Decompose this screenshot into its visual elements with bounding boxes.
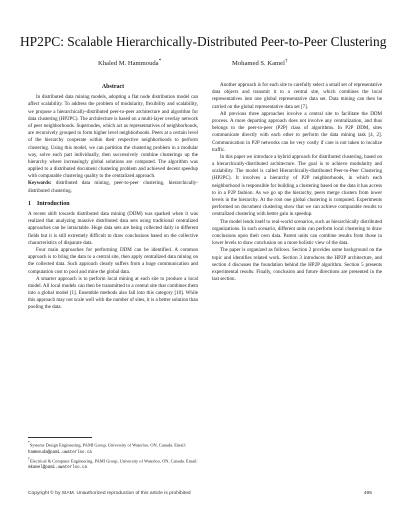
footnote-2	[28, 456, 198, 472]
keywords	[28, 180, 198, 194]
author-2-name: Mohamed S. Kamel	[232, 60, 285, 68]
author-1-name: Khaled M. Hammouda	[98, 60, 159, 68]
footnote-2-text: Electrical & Computer Engineering, PAMI Group, University of Waterloo, ON, Canada. Email:	[29, 458, 198, 464]
footnote-1-text: Systems Design Engineering, PAMI Group, University of Waterloo, ON, Canada. Email:	[29, 442, 186, 448]
footnote-2-mark: †	[28, 456, 30, 461]
intro-paragraph-6: In this paper we introduce a hybrid approach for distributed clustering, based on a hierarchically-distributed architecture. The goal is to achieve modularity and scalability. The model is called Hierarchically-distributed Peer-to-Peer Clustering (HP2PC). It involves a hierarchy of P2P neighborhoods, in which each neighborhood is responsible for building a clustering based on the data it has access to in a P2P fashion. As we go up the hierarchy, peers merge clusters from lower levels in the hierarchy. At the root one global clustering is computed. Experiments performed on document clustering show that we can achieve comparable results to centralized clustering with better gain in speedup.	[212, 153, 382, 218]
abstract-text: In distributed data mining models, adopting a flat node distribution model can affect scalability. To address the problem of modularity, flexibility and scalability, we propose a hierarchically-distributed peer-to-peer architecture and algorithm for data clustering (HP2PC). The architecture is based on a multi-layer overlay network of peer neighborhoods. Supernodes, which act as representatives of neighborhoods, are recursively grouped to form higher level neighborhoods. Peers at a certain level of the hierarchy cooperate within their respective neighborhoods to perform clustering. Using this model, we can partition the clustering problem in a modular way, solve each part individually, then successively combine clusterings up the hierarchy where increasingly global solutions are computed. The algorithm was applied to a distributed document clustering problem and achieved decent speedup with comparable clustering quality to the centralized approach.	[28, 94, 198, 180]
paper-title: HP2PC: Scalable Hierarchically-Distributed Peer-to-Peer Clustering	[20, 34, 387, 49]
section-title: Introduction	[37, 200, 70, 207]
footnote-1-email: hammouda@pami.uwaterloo.ca	[28, 450, 92, 455]
keywords-label: Keywords:	[28, 180, 52, 187]
intro-paragraph-7: The model lends itself to real-world scenarios, such as hierarchically distributed organizations. In such scenario, different units can perform local clustering to draw conclusions upon their own data. Parent units can combine results from those in lower levels to draw conclusion on a more holistic view of the data.	[212, 218, 382, 247]
intro-paragraph-5: All previous three approaches involve a central site to facilitate the DDM process. A more departing approach does not involve any centralization, and thus belongs to the peer-to-peer (P2P) class of algorithms. In P2P DDM, sites communicate directly with each other to perform the data mining task [4, 2]. Communication in P2P networks can be very costly if care is not taken to localize traffic.	[212, 110, 382, 153]
author-1	[98, 58, 161, 67]
author-2-mark: †	[284, 58, 288, 64]
author-2	[232, 58, 288, 67]
author-block	[0, 58, 400, 70]
footnote-rule	[28, 437, 92, 438]
footnotes	[28, 437, 198, 471]
right-column	[212, 82, 382, 283]
abstract-heading: Abstract	[101, 84, 125, 90]
intro-paragraph-4: Another approach is for each site to carefully select a small set of representative data objects and transmit it to a central site, which combines the local representatives into one global representative data set. Data mining can then be carried on the global representative data set [7].	[212, 82, 382, 110]
copyright-notice: Copyright © by SIAM. Unauthorized reproduction of this article is prohibited	[28, 491, 191, 496]
section-heading	[28, 201, 198, 208]
intro-paragraph-2: Four main approaches for performing DDM can be identified. A common approach is to bring the data to a central site, then apply centralized data mining on the collected data. Such approach clearly suffers from a huge communication and computation cost to pool and mine the global data.	[28, 246, 198, 275]
footnote-1	[28, 440, 198, 456]
intro-paragraph-8: The paper is organized as follows. Section 2 provides some background on the topic and identifies related work. Section 3 introduces the HP2P architecture, and section 4 discusses the foundation behind the HP2P algorithm. Section 5 presents experimental results. Finally, conclusion and future directions are presented in the last section.	[212, 247, 382, 283]
footnote-2-email: mkamel@pami.uwaterloo.ca	[28, 466, 87, 471]
keywords-text: distributed data mining, peer-to-peer clustering, hierarchically-distributed clustering.	[28, 180, 198, 194]
footnote-1-mark: *	[28, 441, 30, 445]
left-column	[28, 84, 198, 312]
intro-paragraph-3: A smarter approach is to perform local mining at each site to produce a local model. All local models can then be transmitted to a central site that combines them into a global model [1]. Ensemble methods also fall into this category [10]. While this approach may not scale well with the number of sites, it is a better solution than pooling the data.	[28, 275, 198, 311]
author-1-mark: *	[158, 58, 162, 64]
page-number: 495	[363, 491, 372, 496]
intro-paragraph-1: A recent shift towards distributed data mining (DDM) was sparked when it was realized that analyzing massive distributed data sets using traditional centralized approaches can be intractable. Huge data sets are being collected daily in different fields but it is still extremely difficult to draw conclusions based on the collective characteristics of disparate data.	[28, 211, 198, 246]
section-number: 1	[28, 200, 31, 207]
